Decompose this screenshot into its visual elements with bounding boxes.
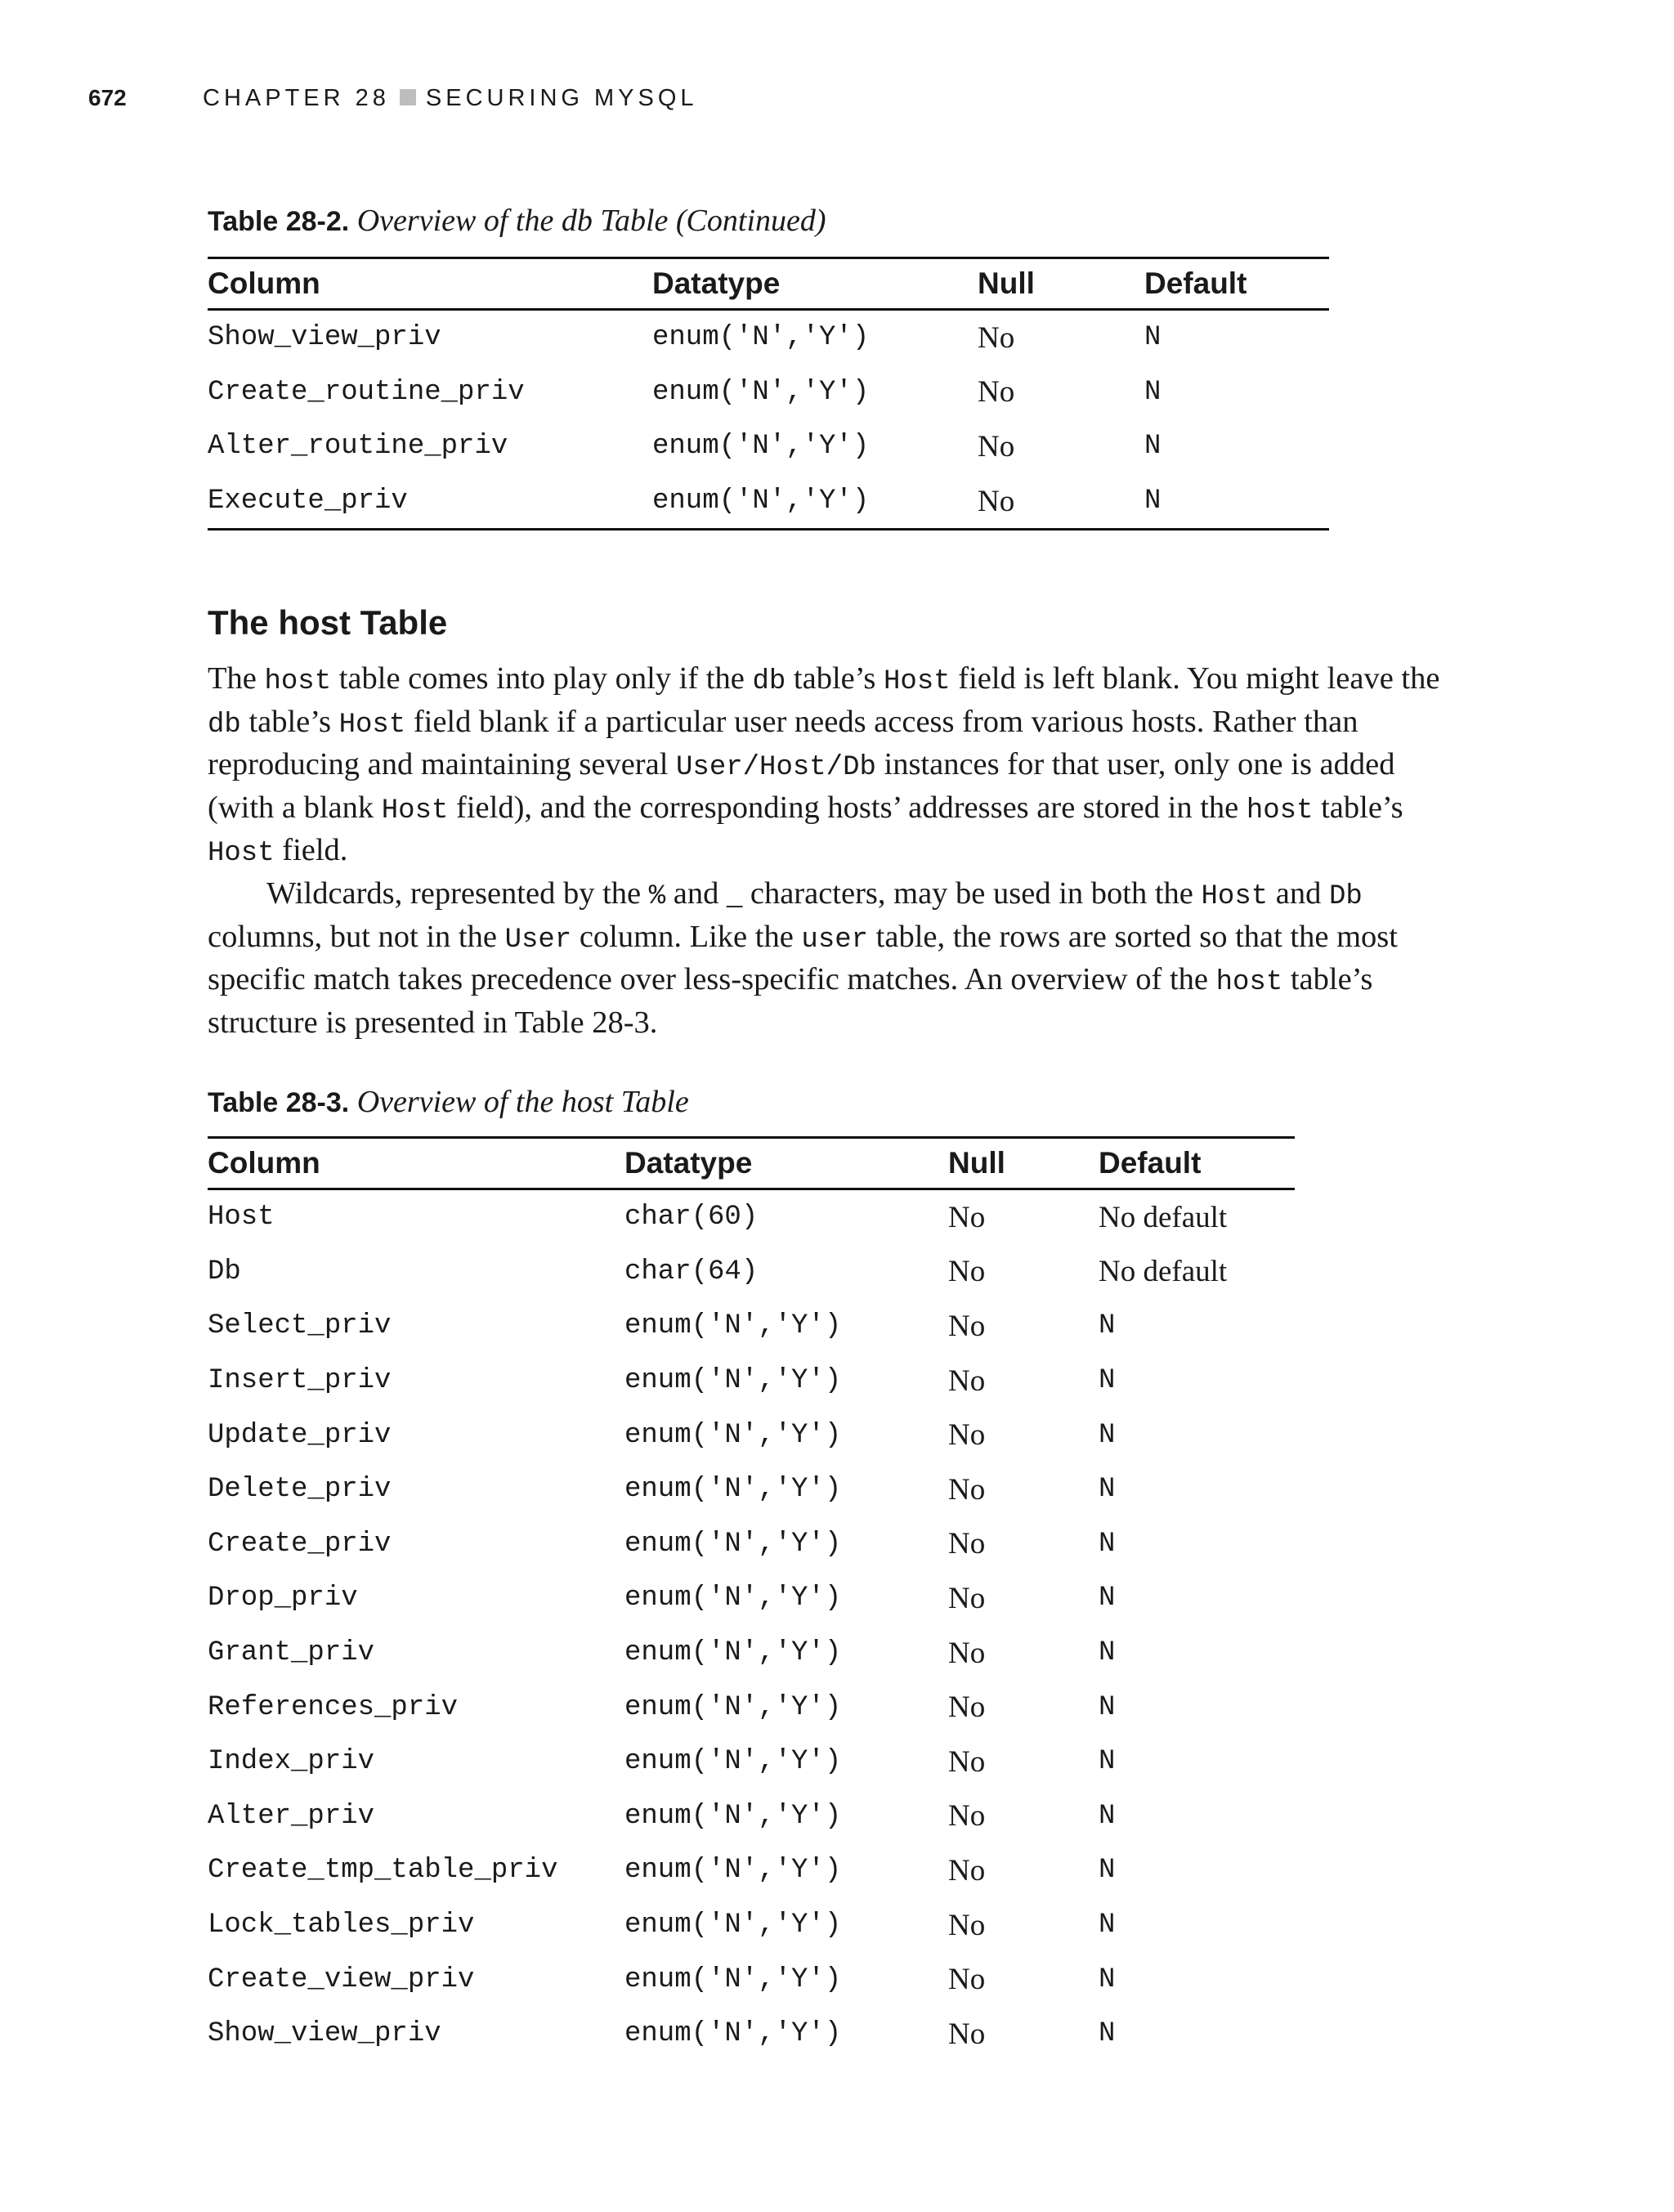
text-run: The (208, 661, 265, 696)
table-row (208, 1517, 1295, 1572)
column-name-cell: Db (208, 1256, 241, 1287)
null-cell: No (948, 2017, 986, 2051)
null-cell: No (978, 474, 1144, 530)
inline-code: host (264, 666, 332, 697)
column-name-cell: Delete_priv (208, 1474, 392, 1506)
table-caption-title: Overview of the host Table (356, 1085, 689, 1119)
inline-code: db (752, 666, 786, 697)
datatype-cell: enum('N','Y') (624, 2018, 842, 2050)
datatype-cell: enum('N','Y') (624, 1474, 842, 1506)
column-header: Null (978, 258, 1144, 310)
datatype-cell: enum('N','Y') (624, 1583, 842, 1614)
table-row (208, 1571, 1295, 1626)
default-cell: N (1144, 474, 1329, 530)
datatype-cell: char(60) (624, 1202, 759, 1234)
inline-code: % (648, 880, 666, 912)
table-header-row (208, 1138, 1295, 1189)
null-cell: No (948, 1636, 986, 1670)
datatype-cell: enum('N','Y') (624, 1528, 842, 1560)
column-name-cell: Select_priv (208, 1310, 392, 1342)
table-row (208, 1843, 1295, 1898)
text-run: field. (274, 833, 348, 868)
null-cell: No (978, 320, 1015, 355)
column-name-cell: Show_view_priv (208, 2018, 441, 2050)
datatype-cell: enum('N','Y') (624, 1910, 842, 1941)
datatype-cell: enum('N','Y') (624, 1855, 842, 1887)
table-row (208, 1952, 1295, 2007)
column-name-cell: Execute_priv (208, 474, 652, 530)
column-name-cell: Create_view_priv (208, 1963, 475, 1995)
text-run: table’s (786, 661, 884, 696)
datatype-cell: enum('N','Y') (652, 474, 978, 530)
column-name-cell: Lock_tables_priv (208, 1910, 475, 1941)
datatype-cell: enum('N','Y') (624, 1800, 842, 1832)
default-cell: N (1144, 431, 1162, 463)
text-run: table, the rows are sorted so that the most specific match takes precedence over less-specific matches. An overview of the (208, 919, 1398, 997)
column-header: Default (1099, 1138, 1295, 1189)
inline-code: Host (338, 709, 406, 741)
datatype-cell: enum('N','Y') (652, 376, 870, 408)
table-row (208, 1735, 1295, 1789)
datatype-cell: enum('N','Y') (652, 322, 870, 354)
table-row (208, 310, 1329, 365)
default-cell: N (1144, 376, 1162, 408)
paragraph (208, 659, 1458, 874)
inline-code: host (1246, 795, 1314, 826)
column-name-cell: References_priv (208, 1691, 459, 1723)
default-cell: N (1099, 1419, 1116, 1451)
text-run: instances for that user, only one is added (with a blank (208, 747, 1395, 825)
null-cell: No (948, 1527, 986, 1561)
text-run: and (1268, 875, 1329, 911)
default-cell: N (1099, 1365, 1116, 1397)
default-cell: N (1099, 1800, 1116, 1832)
chapter-heading (203, 85, 698, 112)
table-row (208, 1299, 1295, 1354)
inline-code: Host (381, 795, 449, 826)
null-cell: No (948, 1963, 986, 1997)
default-cell: N (1099, 2018, 1116, 2050)
null-cell: No (948, 1418, 986, 1453)
table-row (208, 1462, 1295, 1517)
text-run: Wildcards, represented by the (266, 875, 649, 911)
section-label: SECURING MYSQL (425, 85, 698, 111)
inline-code: User (504, 924, 572, 956)
table-row (208, 1245, 1295, 1300)
null-cell: No (948, 1744, 986, 1779)
column-header: Datatype (652, 258, 978, 310)
text-run: table’s structure is presented in Table 28-3. (208, 962, 1373, 1040)
null-cell: No (948, 1200, 986, 1234)
column-header: Null (948, 1138, 1099, 1189)
null-cell: No (948, 1581, 986, 1615)
text-run: and _ characters, may be used in both the (665, 875, 1202, 911)
text-run: table’s (240, 704, 339, 739)
table-row (208, 2007, 1295, 2062)
chapter-label: CHAPTER 28 (203, 85, 390, 111)
column-header: Default (1144, 258, 1329, 310)
inline-code: Host (884, 666, 951, 697)
inline-code: Db (1329, 880, 1363, 912)
column-name-cell: Create_tmp_table_priv (208, 1855, 558, 1887)
text-run: columns, but not in the (208, 919, 505, 954)
table-caption-label: Table 28-2. (208, 206, 350, 237)
default-cell: N (1099, 1583, 1116, 1614)
table-row (208, 1626, 1295, 1681)
datatype-cell: enum('N','Y') (624, 1637, 842, 1669)
column-name-cell: Create_priv (208, 1528, 392, 1560)
table-row (208, 474, 1329, 530)
null-cell: No (978, 429, 1015, 463)
column-name-cell: Alter_priv (208, 1800, 375, 1832)
default-cell: N (1099, 1310, 1116, 1342)
table-row (208, 365, 1329, 420)
table-row (208, 1898, 1295, 1953)
column-header: Datatype (624, 1138, 948, 1189)
section-heading: The host Table (208, 603, 448, 642)
text-run: field is left blank. You might leave the (950, 661, 1440, 696)
table-28-3 (208, 1136, 1295, 2062)
table-28-2 (208, 257, 1329, 531)
separator-square-icon (400, 89, 416, 105)
datatype-cell: char(64) (624, 1256, 759, 1287)
page-number: 672 (88, 85, 127, 110)
default-cell: N (1099, 1910, 1116, 1941)
default-cell: N (1099, 1746, 1116, 1778)
table-row (208, 1189, 1295, 1245)
default-cell: No default (1099, 1255, 1228, 1289)
paragraph (208, 874, 1458, 1042)
table-28-3-caption (208, 1084, 689, 1120)
datatype-cell: enum('N','Y') (624, 1963, 842, 1995)
inline-code: host (1215, 967, 1283, 999)
null-cell: No (948, 1363, 986, 1398)
column-name-cell: Drop_priv (208, 1583, 358, 1614)
column-name-cell: Insert_priv (208, 1365, 392, 1397)
column-header: Column (208, 1138, 624, 1189)
default-cell: N (1099, 1637, 1116, 1669)
table-row (208, 1680, 1295, 1735)
default-cell: No default (1099, 1200, 1228, 1234)
datatype-cell: enum('N','Y') (624, 1310, 842, 1342)
column-name-cell: Update_priv (208, 1419, 392, 1451)
null-cell: No (948, 1799, 986, 1834)
datatype-cell: enum('N','Y') (624, 1746, 842, 1778)
default-cell: N (1099, 1691, 1116, 1723)
null-cell: No (978, 375, 1015, 410)
default-cell: N (1099, 1963, 1116, 1995)
table-row (208, 1789, 1295, 1844)
column-name-cell: Host (208, 1202, 275, 1234)
null-cell: No (948, 1690, 986, 1725)
text-run: field blank if a particular user needs access from various hosts. Rather than reproducing and maintaining several (208, 704, 1358, 782)
table-row (208, 1408, 1295, 1462)
default-cell: N (1099, 1855, 1116, 1887)
datatype-cell: enum('N','Y') (624, 1419, 842, 1451)
table-row (208, 1354, 1295, 1408)
inline-code: user (801, 924, 869, 956)
null-cell: No (948, 1908, 986, 1942)
null-cell: No (948, 1472, 986, 1507)
table-row (208, 419, 1329, 474)
datatype-cell: enum('N','Y') (624, 1365, 842, 1397)
inline-code: Host (208, 838, 275, 870)
table-caption-title: Overview of the db Table (Continued) (356, 204, 826, 238)
table-header-row (208, 258, 1329, 310)
default-cell: N (1099, 1528, 1116, 1560)
body-text (208, 659, 1458, 1042)
inline-code: Host (1201, 880, 1269, 912)
column-name-cell: Grant_priv (208, 1637, 375, 1669)
column-name-cell: Alter_routine_priv (208, 431, 508, 463)
column-name-cell: Index_priv (208, 1746, 375, 1778)
datatype-cell: enum('N','Y') (652, 431, 870, 463)
inline-code: User/Host/Db (676, 752, 876, 784)
inline-code: db (208, 709, 241, 741)
null-cell: No (948, 1853, 986, 1887)
default-cell: N (1144, 322, 1162, 354)
running-header (0, 82, 1674, 116)
null-cell: No (948, 1309, 986, 1343)
column-header: Column (208, 258, 652, 310)
text-run: table’s (1313, 790, 1403, 825)
text-run: table comes into play only if the (331, 661, 753, 696)
column-name-cell: Show_view_priv (208, 322, 441, 354)
column-name-cell: Create_routine_priv (208, 376, 525, 408)
datatype-cell: enum('N','Y') (624, 1691, 842, 1723)
table-caption-label: Table 28-3. (208, 1087, 350, 1118)
table-28-2-caption (208, 203, 826, 239)
text-run: column. Like the (571, 919, 802, 954)
null-cell: No (948, 1255, 986, 1289)
default-cell: N (1099, 1474, 1116, 1506)
text-run: field), and the corresponding hosts’ addresses are stored in the (448, 790, 1247, 825)
